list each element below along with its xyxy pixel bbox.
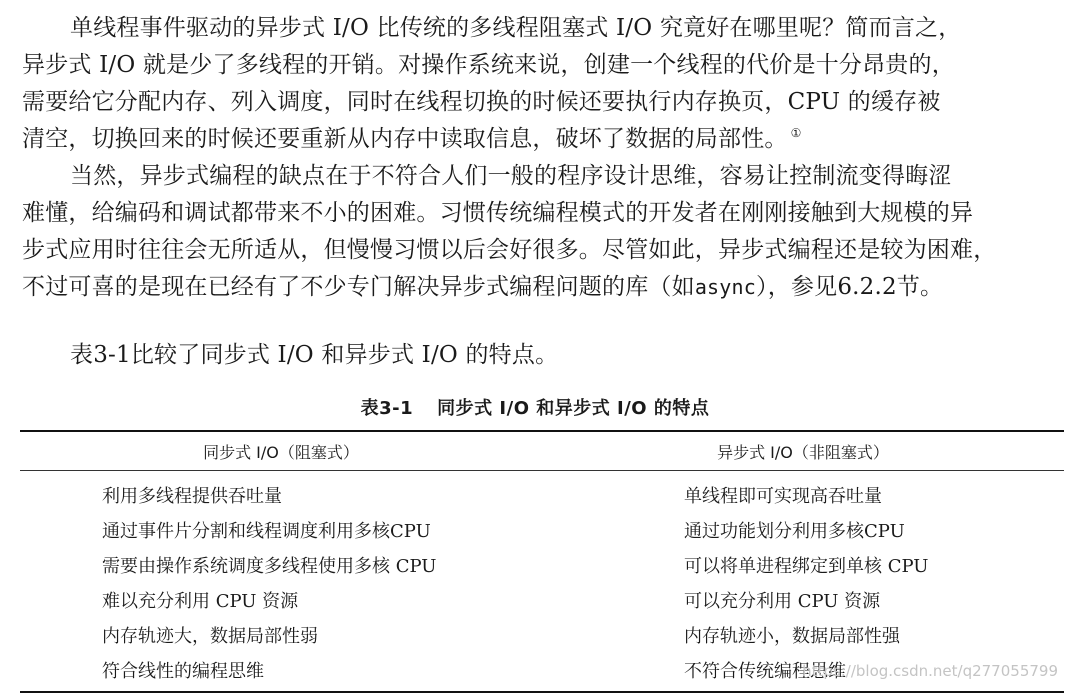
text-line: 步式应用时往往会无所适从，但慢慢习惯以后会好很多。尽管如此，异步式编程还是较为困难， xyxy=(22,237,997,263)
table-body xyxy=(20,471,1064,691)
table-cell-sync: 符合线性的编程思维 xyxy=(102,660,264,682)
table-cell-sync: 通过事件片分割和线程调度利用多核CPU xyxy=(102,520,431,542)
table-header-sync: 同步式 I/O（阻塞式） xyxy=(203,442,359,462)
footnote-marker[interactable]: ① xyxy=(790,126,802,141)
text-line: 需要给它分配内存、列入调度，同时在线程切换的时候还要执行内存换页，CPU 的缓存被 xyxy=(22,89,941,115)
text-segment: 不过可喜的是现在已经有了不少专门解决异步式编程问题的库（如 xyxy=(22,274,695,300)
text-segment: ），参见6.2.2节。 xyxy=(756,274,944,300)
paragraph-async-drawbacks xyxy=(22,158,1058,306)
text-line xyxy=(22,121,1058,158)
table-caption-number: 表3-1 xyxy=(360,398,414,419)
table-cell-async: 可以充分利用 CPU 资源 xyxy=(684,590,881,612)
table-cell-async: 内存轨迹小，数据局部性强 xyxy=(684,625,900,647)
table-cell-sync: 内存轨迹大，数据局部性弱 xyxy=(102,625,318,647)
table-cell-sync: 利用多线程提供吞吐量 xyxy=(102,485,282,507)
table-header-row xyxy=(20,432,1064,470)
table-cell-async: 可以将单进程绑定到单核 CPU xyxy=(684,555,929,577)
table-header-async: 异步式 I/O（非阻塞式） xyxy=(717,442,889,462)
text-line: 表3-1比较了同步式 I/O 和异步式 I/O 的特点。 xyxy=(70,342,559,368)
watermark-text: https://blog.csdn.net/q277055799 xyxy=(802,662,1058,680)
table-caption-title: 同步式 I/O 和异步式 I/O 的特点 xyxy=(437,398,710,419)
text-line-content: 清空，切换回来的时候还要重新从内存中读取信息，破坏了数据的局部性。 xyxy=(22,126,788,152)
text-line: 难懂，给编码和调试都带来不小的困难。习惯传统编程模式的开发者在刚刚接触到大规模的异 xyxy=(22,200,974,226)
table-row xyxy=(20,582,1064,617)
table-cell-async: 单线程即可实现高吞吐量 xyxy=(684,485,882,507)
table-cell-sync: 难以充分利用 CPU 资源 xyxy=(102,590,299,612)
table-cell-async: 不符合传统编程思维 xyxy=(684,660,846,682)
table-cell-sync: 需要由操作系统调度多线程使用多核 CPU xyxy=(102,555,437,577)
table-row xyxy=(20,617,1064,652)
text-line: 当然，异步式编程的缺点在于不符合人们一般的程序设计思维，容易让控制流变得晦涩 xyxy=(70,163,952,189)
paragraph-async-advantages xyxy=(22,10,1058,158)
comparison-table xyxy=(20,430,1064,693)
paragraph-table-intro xyxy=(22,337,1058,374)
table-row xyxy=(20,512,1064,547)
text-line: 单线程事件驱动的异步式 I/O 比传统的多线程阻塞式 I/O 究竟好在哪里呢？简而言之， xyxy=(70,15,962,41)
table-cell-async: 通过功能划分利用多核CPU xyxy=(684,520,905,542)
table-row xyxy=(20,477,1064,512)
table-caption xyxy=(0,394,1070,420)
text-line xyxy=(22,269,1058,306)
inline-code: async xyxy=(694,275,757,299)
text-line: 异步式 I/O 就是少了多线程的开销。对操作系统来说，创建一个线程的代价是十分昂贵的， xyxy=(22,52,955,78)
table-row xyxy=(20,547,1064,582)
